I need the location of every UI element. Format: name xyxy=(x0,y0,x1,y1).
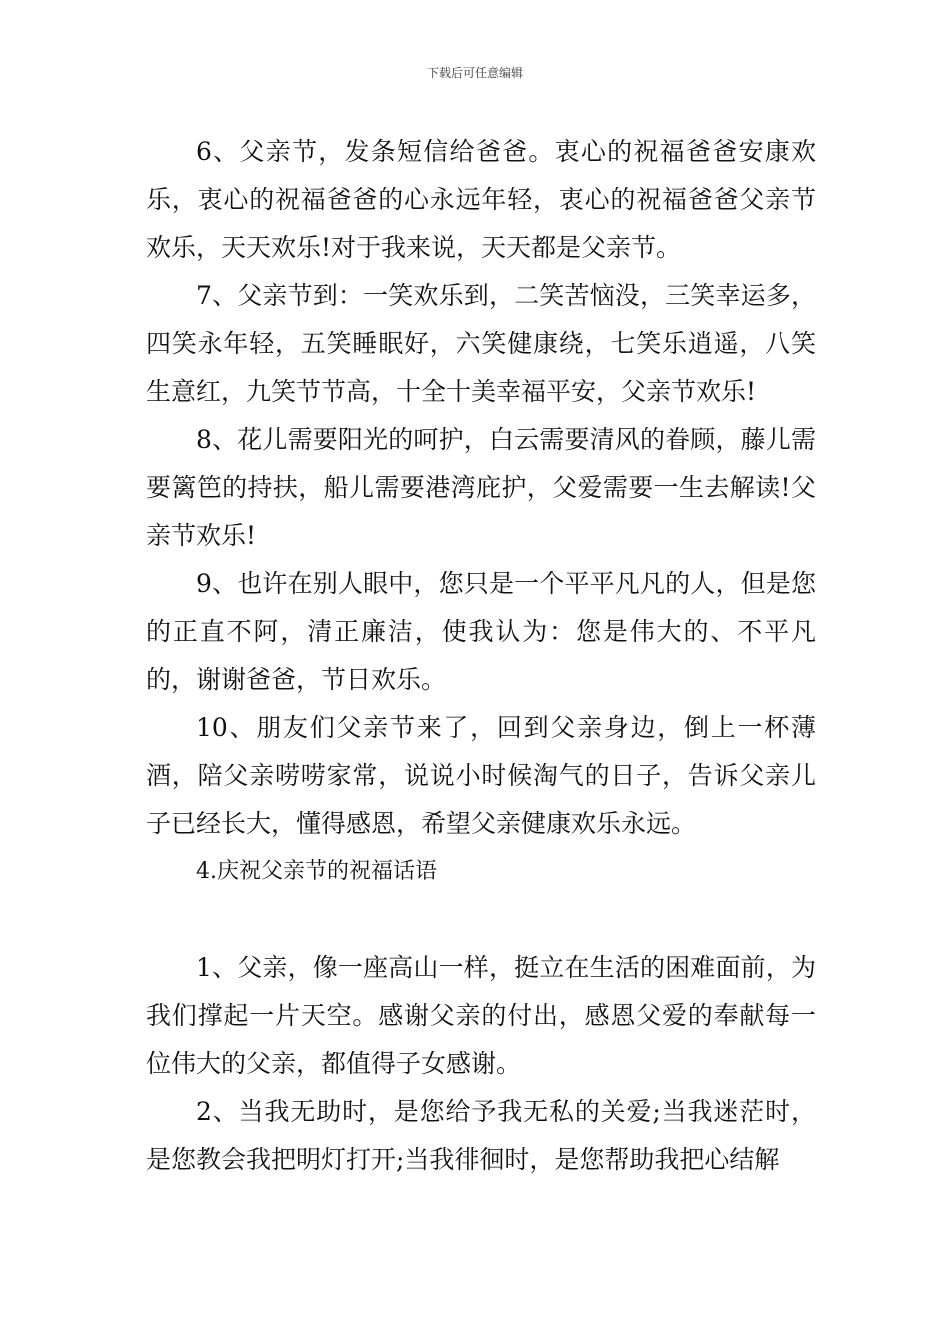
paragraph-7: 7、父亲节到：一笑欢乐到，二笑苦恼没，三笑幸运多，四笑永年轻，五笑睡眠好，六笑健康绕，七笑乐逍遥，八笑生意红，九笑节节高，十全十美幸福平安，父亲节欢乐! xyxy=(146,281,816,406)
paragraph-10: 10、朋友们父亲节来了，回到父亲身边，倒上一杯薄酒，陪父亲唠唠家常，说说小时候淘气的日子，告诉父亲儿子已经长大，懂得感恩，希望父亲健康欢乐永远。 xyxy=(146,713,816,838)
paragraph-8: 8、花儿需要阳光的呵护，白云需要清风的眷顾，藤儿需要篱笆的持扶，船儿需要港湾庇护，父爱需要一生去解读!父亲节欢乐! xyxy=(146,425,816,550)
paragraph-9: 9、也许在别人眼中，您只是一个平平凡凡的人，但是您的正直不阿，清正廉洁，使我认为：您是伟大的、不平凡的，谢谢爸爸，节日欢乐。 xyxy=(146,569,816,694)
blank-gap xyxy=(146,896,816,944)
paragraph-wish-2: 2、当我无助时，是您给予我无私的关爱;当我迷茫时，是您教会我把明灯打开;当我徘徊时，是您帮助我把心结解 xyxy=(146,1097,816,1174)
document-body xyxy=(146,128,816,1184)
page-header: 下载后可任意编辑 xyxy=(426,66,523,80)
paragraph-6: 6、父亲节，发条短信给爸爸。衷心的祝福爸爸安康欢乐，衷心的祝福爸爸的心永远年轻，衷心的祝福爸爸父亲节欢乐，天天欢乐!对于我来说，天天都是父亲节。 xyxy=(146,137,816,262)
section-heading: 4.庆祝父亲节的祝福话语 xyxy=(196,859,437,884)
paragraph-wish-1: 1、父亲，像一座高山一样，挺立在生活的困难面前，为我们撑起一片天空。感谢父亲的付出，感恩父爱的奉献每一位伟大的父亲，都值得子女感谢。 xyxy=(146,953,816,1078)
